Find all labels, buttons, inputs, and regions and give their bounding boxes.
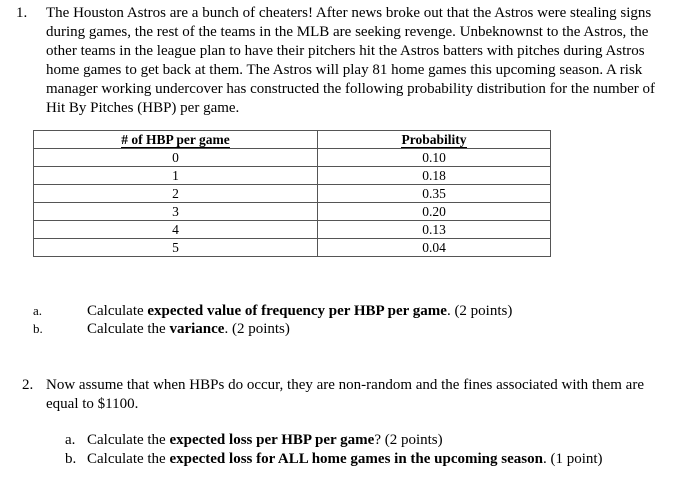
hbp-value: 1 [34, 167, 318, 185]
table-row [34, 239, 551, 257]
table-header-row [34, 131, 551, 149]
q1-part-a-text: Calculate expected value of frequency per HBP per game. (2 points) [87, 303, 513, 319]
table-row [34, 167, 551, 185]
q1-part-b-text: Calculate the variance. (2 points) [87, 321, 290, 337]
probability-value: 0.20 [318, 203, 551, 221]
q2-part-a-letter: a. [65, 432, 76, 448]
header-probability: Probability [318, 131, 551, 149]
probability-value: 0.10 [318, 149, 551, 167]
question-1-number: 1. [16, 5, 28, 21]
table-row [34, 149, 551, 167]
hbp-value: 0 [34, 149, 318, 167]
probability-table [33, 130, 551, 257]
hbp-value: 5 [34, 239, 318, 257]
probability-value: 0.35 [318, 185, 551, 203]
question-2-text: Now assume that when HBPs do occur, they are non-random and the fines associated with them are equal to $1100. [46, 377, 644, 412]
table-row [34, 203, 551, 221]
hbp-value: 2 [34, 185, 318, 203]
hbp-value: 4 [34, 221, 318, 239]
table-row [34, 185, 551, 203]
header-hbp-per-game: # of HBP per game [34, 131, 318, 149]
question-1-text: The Houston Astros are a bunch of cheaters! After news broke out that the Astros were stealing signs during games, the rest of the teams in the MLB are seeking revenge. Unbeknownst to the Astros, the other teams in the league plan to have their pitchers hit the Astros batters with pitches during Astros home games to get back at them. The Astros will play 81 home games this upcoming season. A risk manager working undercover has constructed the following probability distribution for the number of Hit By Pitches (HBP) per game. [46, 5, 656, 116]
question-2-number: 2. [22, 377, 34, 393]
probability-value: 0.04 [318, 239, 551, 257]
probability-value: 0.18 [318, 167, 551, 185]
table-row [34, 221, 551, 239]
q2-part-b-text: Calculate the expected loss for ALL home games in the upcoming season. (1 point) [87, 451, 603, 467]
q1-part-a-letter: a. [33, 303, 43, 318]
q2-part-a-text: Calculate the expected loss per HBP per game? (2 points) [87, 432, 443, 448]
q1-part-b-letter: b. [33, 321, 43, 336]
q2-part-b-letter: b. [65, 451, 77, 467]
hbp-value: 3 [34, 203, 318, 221]
probability-value: 0.13 [318, 221, 551, 239]
